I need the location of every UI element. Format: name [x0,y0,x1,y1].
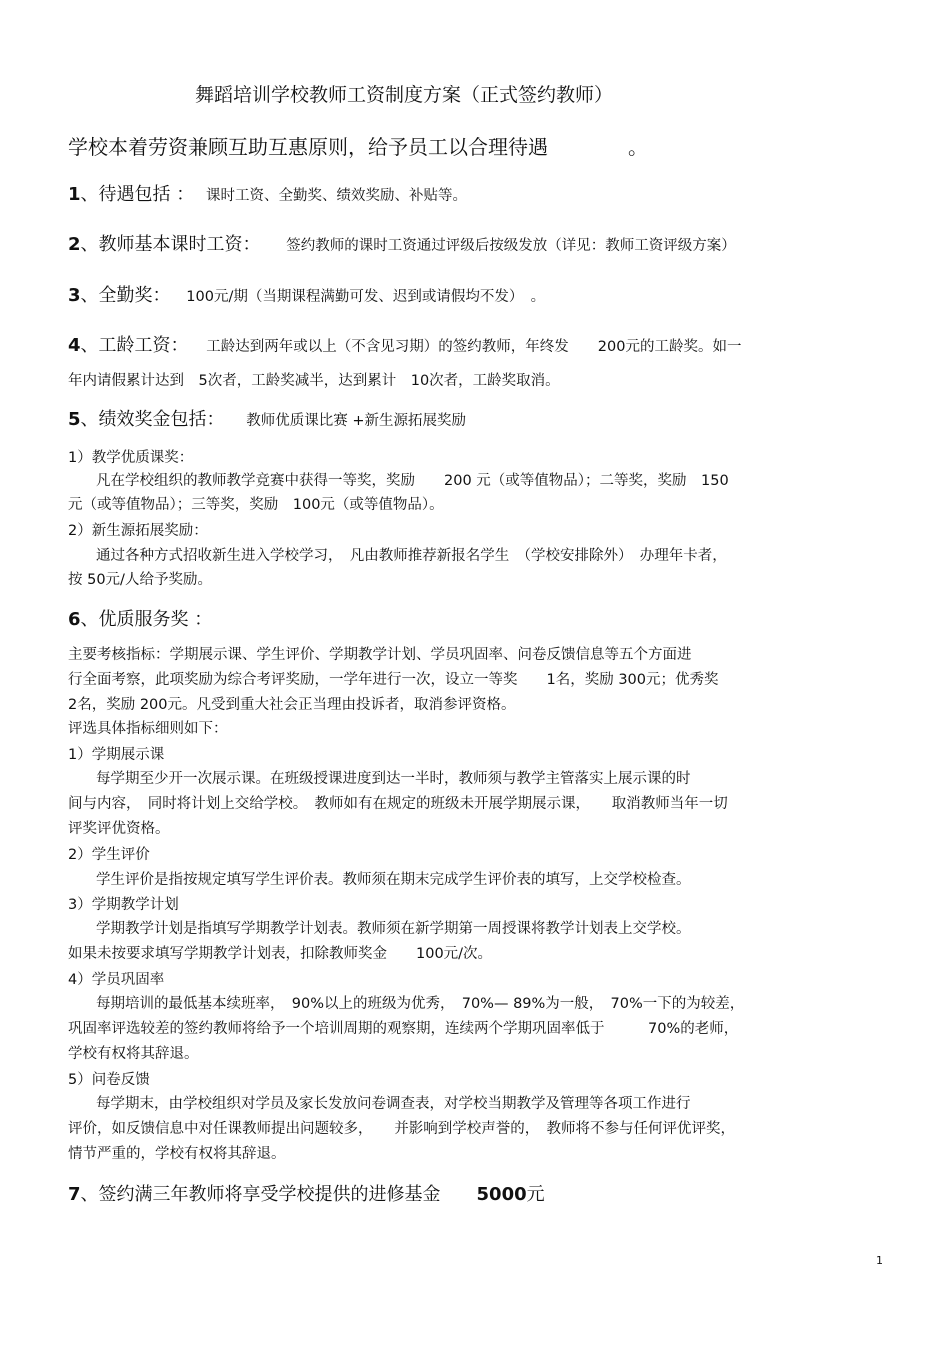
section-6-heading [68,611,212,629]
criterion-2-line-1: 学生评价是指按规定填写学生评价表。教师须在期末完成学生评价表的填写，上交学校检查。 [96,872,691,888]
intro-paragraph: 学校本着劳资兼顾互助互惠原则，给予员工以合理待遇 。 [68,135,648,159]
section-4-label: 、工龄工资： [80,335,189,356]
document-title: 舞蹈培训学校教师工资制度方案（正式签约教师） [195,84,614,106]
criterion-1-title: 1）学期展示课 [68,747,165,763]
section-7-unit: 元 [526,1184,545,1205]
section-5-sub-1-title: 1）教学优质课奖： [68,450,194,466]
criterion-3-line-1: 学期教学计划是指填写学期教学计划表。教师须在新学期第一周授课将教学计划表上交学校。 [96,921,691,937]
section-1-label: 、待遇包括 ： [80,184,195,205]
section-4-content: 工龄达到两年或以上（不含见习期）的签约教师，年终发 200元的工龄奖。如一 [206,339,742,355]
section-5-number: 5 [68,409,81,430]
section-6-number: 6 [68,609,81,630]
criterion-3-title: 3）学期教学计划 [68,897,179,913]
section-6-paragraph-line-2: 行全面考察，此项奖励为综合考评奖励，一学年进行一次，设立一等奖 1名，奖励 300元；优秀奖 [68,672,719,688]
criterion-5-title: 5）问卷反馈 [68,1072,150,1088]
section-1-heading [68,186,467,204]
section-2-heading [68,236,736,254]
criterion-1-line-3: 评奖评优资格。 [68,821,170,837]
section-6-paragraph-line-3: 2名，奖励 200元。凡受到重大社会正当理由投诉者，取消参评资格。 [68,697,516,713]
page-number: 1 [876,1254,883,1267]
section-3-content: 100元/期（当期课程满勤可发、迟到或请假均不发） 。 [186,289,546,305]
section-6-criteria-intro: 评选具体指标细则如下： [68,721,228,737]
section-6-label: 、优质服务奖 ： [80,609,213,630]
criterion-4-title: 4）学员巩固率 [68,972,165,988]
criterion-4-line-1: 每期培训的最低基本续班率， 90%以上的班级为优秀， 70%— 89%为一般， 70%一下的为较差， [96,996,745,1012]
section-7-heading [68,1186,545,1204]
criterion-4-line-2: 巩固率评选较差的签约教师将给予一个培训周期的观察期，连续两个学期巩固率低于 70%的老师， [68,1021,739,1037]
section-4-heading [68,337,741,355]
criterion-5-line-3: 情节严重的，学校有权将其辞退。 [68,1146,286,1162]
section-1-number: 1 [68,184,81,205]
section-3-number: 3 [68,285,81,306]
section-5-sub-2-line-1: 通过各种方式招收新生进入学校学习， 凡由教师推荐新报名学生 （学校安排除外） 办理年卡者， [96,548,727,564]
criterion-4-line-3: 学校有权将其辞退。 [68,1046,199,1062]
section-5-sub-2-title: 2）新生源拓展奖励： [68,523,208,539]
criterion-2-title: 2）学生评价 [68,847,150,863]
section-5-sub-2-line-2: 按 50元/人给予奖励。 [68,572,212,588]
section-2-content: 签约教师的课时工资通过评级后按级发放（详见：教师工资评级方案） [286,238,736,254]
section-3-label: 、全勤奖： [80,285,171,306]
section-5-sub-1-line-2: 元（或等值物品）；三等奖，奖励 100元（或等值物品）。 [68,497,444,513]
section-5-label: 、绩效奖金包括： [80,409,225,430]
section-7-label: 、签约满三年教师将享受学校提供的进修基金 [80,1184,477,1205]
section-2-number: 2 [68,234,81,255]
section-1-content: 课时工资、全勤奖、绩效奖励、补贴等。 [206,188,467,204]
criterion-5-line-1: 每学期末，由学校组织对学员及家长发放问卷调查表，对学校当期教学及管理等各项工作进行 [96,1096,691,1112]
section-2-label: 、教师基本课时工资： [80,234,261,255]
section-5-sub-1-line-1: 凡在学校组织的教师教学竞赛中获得一等奖，奖励 200 元（或等值物品）；二等奖，奖励 150 [96,473,729,489]
criterion-5-line-2: 评价，如反馈信息中对任课教师提出问题较多， 并影响到学校声誉的， 教师将不参与任何评优评奖， [68,1121,735,1137]
criterion-1-line-2: 间与内容， 同时将计划上交给学校。 教师如有在规定的班级未开展学期展示课， 取消教师当年一切 [68,796,728,812]
section-4-line-2: 年内请假累计达到 5次者，工龄奖减半，达到累计 10次者，工龄奖取消。 [68,373,560,389]
criterion-3-line-2: 如果未按要求填写学期教学计划表，扣除教师奖金 100元/次。 [68,946,493,962]
section-4-number: 4 [68,335,81,356]
section-7-amount: 5000 [476,1184,527,1205]
section-3-heading [68,287,545,305]
section-7-number: 7 [68,1184,81,1205]
criterion-1-line-1: 每学期至少开一次展示课。在班级授课进度到达一半时，教师须与教学主管落实上展示课的时 [96,771,691,787]
section-5-content: 教师优质课比赛 +新生源拓展奖励 [246,413,467,429]
section-6-paragraph-line-1: 主要考核指标：学期展示课、学生评价、学期教学计划、学员巩固率、问卷反馈信息等五个方面进 [68,647,692,663]
section-5-heading [68,411,466,429]
